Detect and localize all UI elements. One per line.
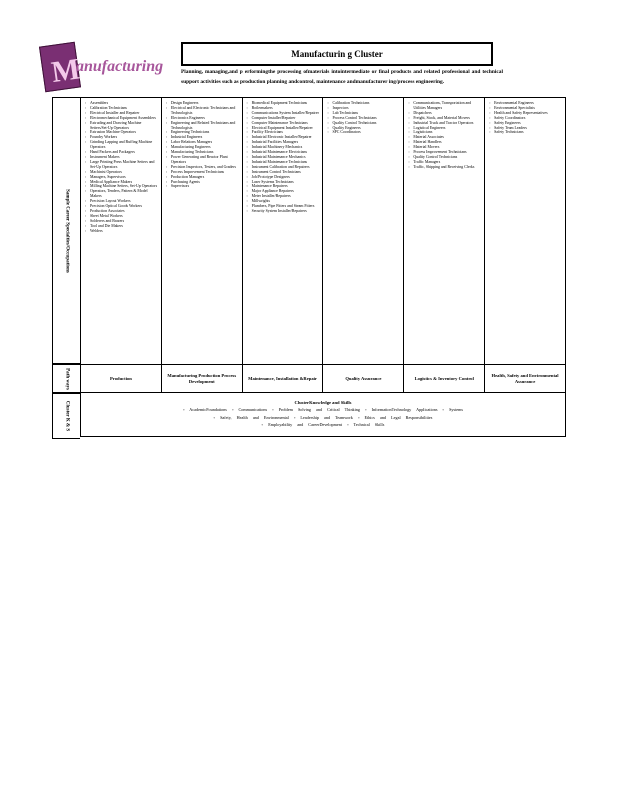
occupation-item: ▫ Electrical Equipment Installer/Repairer bbox=[247, 126, 321, 131]
occupation-item: ▫ Safety Team Leaders bbox=[489, 126, 563, 131]
pathway-cell: Production bbox=[109, 375, 132, 381]
occupation-item: ▫ Environmental Engineers bbox=[489, 101, 563, 106]
occupation-item: ▫ Traffic Managers bbox=[408, 160, 482, 165]
occupation-column bbox=[81, 98, 161, 364]
occupation-item: ▫ Computer Installer/Repairer bbox=[247, 116, 321, 121]
logo-letter: M bbox=[49, 52, 83, 90]
occupation-item: ▫ Communications, Transportation and Utilities Managers bbox=[408, 101, 482, 111]
occupation-item: ▫ Tool and Die Makers bbox=[85, 224, 159, 229]
occupation-item: ▫ Inspectors bbox=[327, 106, 401, 111]
occupation-list bbox=[247, 101, 321, 214]
occupation-item: ▫ Biomedical Equipment Technicians bbox=[247, 101, 321, 106]
occupation-item: ▫ Sheet Metal Workers bbox=[85, 214, 159, 219]
occupations-row bbox=[80, 97, 566, 365]
occupation-item: ▫ Instrument Makers bbox=[85, 155, 159, 160]
side-label-ks-text: Cluster K & S bbox=[64, 400, 69, 431]
occupation-item: ▫ Material Handlers bbox=[408, 140, 482, 145]
occupation-item: ▫ Quality Control Technicians bbox=[408, 155, 482, 160]
knowledge-skills-row bbox=[80, 393, 566, 437]
occupation-item: ▫ Instrument Control Technicians bbox=[247, 170, 321, 175]
occupation-item: ▫ Large Printing Press Machine Setters and Set-Up Operators bbox=[85, 160, 159, 170]
occupation-column bbox=[484, 98, 565, 364]
occupation-item: ▫ Operators, Tenders, Pattern & Model Makers bbox=[85, 189, 159, 199]
occupation-item: ▫ Material Associates bbox=[408, 135, 482, 140]
occupation-item: ▫ Process Improvement Technicians bbox=[408, 150, 482, 155]
occupation-item: ▫ Calibration Technicians bbox=[85, 106, 159, 111]
knowledge-skills-title: ClusterKnowledge and Skills bbox=[294, 400, 352, 405]
occupation-list bbox=[85, 101, 159, 233]
occupation-item: ▫ Supervisors bbox=[166, 184, 240, 189]
occupation-item: ▫ Major Appliance Repairers bbox=[247, 189, 321, 194]
occupation-item: ▫ Boilermakers bbox=[247, 106, 321, 111]
occupation-item: ▫ Process Improvement Technicians bbox=[166, 170, 240, 175]
cluster-grid bbox=[80, 97, 566, 437]
occupation-item: ▫ Milling Machine Setters, Set-Up Operators bbox=[85, 184, 159, 189]
occupation-item: ▫ Electrical Installer and Repairer bbox=[85, 111, 159, 116]
occupation-item: ▫ Industrial Maintenance Mechanics bbox=[247, 155, 321, 160]
occupation-item: ▫ Material Movers bbox=[408, 145, 482, 150]
side-label-pathways-text: Path ways bbox=[64, 367, 69, 390]
occupation-list bbox=[489, 101, 563, 135]
occupation-item: ▫ Manufacturing Technicians bbox=[166, 150, 240, 155]
occupation-item: ▫ Environmental Specialists bbox=[489, 106, 563, 111]
occupation-item: ▫ Medical Appliance Makers bbox=[85, 180, 159, 185]
occupation-column bbox=[242, 98, 323, 364]
occupation-item: ▫ Assemblers bbox=[85, 101, 159, 106]
occupation-item: ▫ Calibration Technicians bbox=[327, 101, 401, 106]
occupation-item: ▫ Industrial Facilities Managers bbox=[247, 140, 321, 145]
occupation-item: ▫ Manufacturing Engineers bbox=[166, 145, 240, 150]
occupation-item: ▫ Engineering Technicians bbox=[166, 130, 240, 135]
occupation-item: ▫ Quality Control Technicians bbox=[327, 121, 401, 126]
occupation-item: ▫ Grinding Lapping and Buffing Machine Operators bbox=[85, 140, 159, 150]
occupation-item: ▫ Dispatchers bbox=[408, 111, 482, 116]
occupation-item: ▫ Lab Technicians bbox=[327, 111, 401, 116]
occupation-item: ▫ Industrial Maintenance Electricians bbox=[247, 150, 321, 155]
manufacturing-logo bbox=[40, 36, 170, 96]
occupation-item: ▫ SPC Coordinators bbox=[327, 130, 401, 135]
occupation-item: ▫ Computer Maintenance Technicians bbox=[247, 121, 321, 126]
occupation-item: ▫ Precision Layout Workers bbox=[85, 199, 159, 204]
occupation-item: ▫ Engineering and Related Technicians and Technologists bbox=[166, 121, 240, 131]
occupation-item: ▫ Safety Engineers bbox=[489, 121, 563, 126]
occupation-item: ▫ Maintenance Repairers bbox=[247, 184, 321, 189]
side-label-occupations bbox=[52, 97, 80, 365]
occupation-item: ▫ Millwrights bbox=[247, 199, 321, 204]
occupation-item: ▫ Laser Systems Technicians bbox=[247, 180, 321, 185]
pathway-cell: Manufacturing Production Process Development bbox=[161, 365, 242, 392]
occupation-item: ▫ Industrial Engineers bbox=[166, 135, 240, 140]
occupation-item: ▫ Machinist Operators bbox=[85, 170, 159, 175]
occupation-item: ▫ Traffic, Shipping and Receiving Clerks bbox=[408, 165, 482, 170]
page-title: Manufacturin g Cluster bbox=[181, 42, 493, 66]
knowledge-skills-line: ▫ AcademicFoundations ▫ Communications ▫ Problem Solving and Critical Thinking ▫ InformationTechnology Applications ▫ Systems bbox=[182, 407, 464, 412]
pathway-cell: Logistics & Inventory Control bbox=[403, 365, 484, 392]
occupation-item: ▫ Hand Packers and Packagers bbox=[85, 150, 159, 155]
occupation-list bbox=[166, 101, 240, 189]
occupation-item: ▫ Production Associates bbox=[85, 209, 159, 214]
pathway-cell: Health, Safety and Environmental Assurance bbox=[484, 365, 565, 392]
occupation-item: ▫ Labor Relations Managers bbox=[166, 140, 240, 145]
side-label-knowledge-skills bbox=[52, 392, 80, 439]
occupation-item: ▫ Extruding and Drawing Machine Setters/Set-Up Operators bbox=[85, 121, 159, 131]
pathway-cell: Maintenance, Installation &Repair bbox=[242, 365, 323, 392]
occupation-item: ▫ Communications System Installer/Repairer bbox=[247, 111, 321, 116]
occupation-item: ▫ Electrical and Electronic Technicians and Technologists bbox=[166, 106, 240, 116]
occupation-item: ▫ Safety Technicians bbox=[489, 130, 563, 135]
side-label-pathways bbox=[52, 363, 80, 394]
cluster-description: Planning, managing,and p erformingthe processing ofmaterials intointermediate or final products and related professional and technical support activities such as production planning andcontrol, maintenance andmanufacturer ing/process engineering. bbox=[181, 69, 503, 85]
occupation-item: ▫ Plumbers, Pipe Fitters and Steam Fitters bbox=[247, 204, 321, 209]
occupation-item: ▫ Industrial Truck and Tractor Operators bbox=[408, 121, 482, 126]
occupation-column bbox=[403, 98, 484, 364]
occupation-item: ▫ Instrument Calibration and Repairers bbox=[247, 165, 321, 170]
occupation-item: ▫ Industrial Maintenance Technicians bbox=[247, 160, 321, 165]
occupation-item: ▫ Logisticians bbox=[408, 130, 482, 135]
occupation-item: ▫ Extrusion Machine Operators bbox=[85, 130, 159, 135]
occupation-item: ▫ Industrial Electronic Installer/Repairer bbox=[247, 135, 321, 140]
knowledge-skills-line: ▫ Employability and CareerDevelopment ▫ Technical Skills bbox=[261, 422, 385, 427]
occupation-item: ▫ Job/Prototype Designers bbox=[247, 175, 321, 180]
pathways-row bbox=[80, 365, 566, 393]
occupation-item: ▫ Process Control Technicians bbox=[327, 116, 401, 121]
occupation-item: ▫ Quality Engineers bbox=[327, 126, 401, 131]
occupation-item: ▫ Precision Optical Goods Workers bbox=[85, 204, 159, 209]
occupation-item: ▫ Purchasing Agents bbox=[166, 180, 240, 185]
occupation-item: ▫ Solderers and Brazers bbox=[85, 219, 159, 224]
occupation-item: ▫ Health and Safety Representatives bbox=[489, 111, 563, 116]
occupation-item: ▫ Precision Inspectors, Testers, and Graders bbox=[166, 165, 240, 170]
logo-text: anufacturing bbox=[76, 58, 164, 75]
occupation-item: ▫ Electronics Engineers bbox=[166, 116, 240, 121]
occupation-item: ▫ Meter Installer/Repairers bbox=[247, 194, 321, 199]
occupation-column bbox=[322, 98, 403, 364]
occupation-item: ▫ Design Engineers bbox=[166, 101, 240, 106]
occupation-item: ▫ Security System Installer/Repairers bbox=[247, 209, 321, 214]
occupation-item: ▫ Logistical Engineers bbox=[408, 126, 482, 131]
occupation-column bbox=[161, 98, 242, 364]
occupation-item: ▫ Power Generating and Reactor Plant Operators bbox=[166, 155, 240, 165]
occupation-item: ▫ Production Managers bbox=[166, 175, 240, 180]
occupation-item: ▫ Foundry Workers bbox=[85, 135, 159, 140]
knowledge-skills-line: ▫ Safety, Health and Environmental ▫ Leadership and Teamwork ▫ Ethics and Legal Responsibilities bbox=[213, 414, 433, 420]
occupation-item: ▫ Managers, Supervisors bbox=[85, 175, 159, 180]
occupation-list bbox=[327, 101, 401, 135]
occupation-item: ▫ Freight, Stock, and Material Movers bbox=[408, 116, 482, 121]
occupation-list bbox=[408, 101, 482, 170]
pathway-cell: Quality Assurance bbox=[322, 365, 403, 392]
occupation-item: ▫ Industrial Machinery Mechanics bbox=[247, 145, 321, 150]
logo-m-box bbox=[39, 42, 81, 93]
occupation-item: ▫ Welders bbox=[85, 229, 159, 234]
occupation-item: ▫ Safety Coordinators bbox=[489, 116, 563, 121]
occupation-item: ▫ Electromechanical Equipment Assemblers bbox=[85, 116, 159, 121]
occupation-item: ▫ Facility Electricians bbox=[247, 130, 321, 135]
side-label-occupations-text: Sample Career Specialties/Occupations bbox=[64, 189, 69, 273]
